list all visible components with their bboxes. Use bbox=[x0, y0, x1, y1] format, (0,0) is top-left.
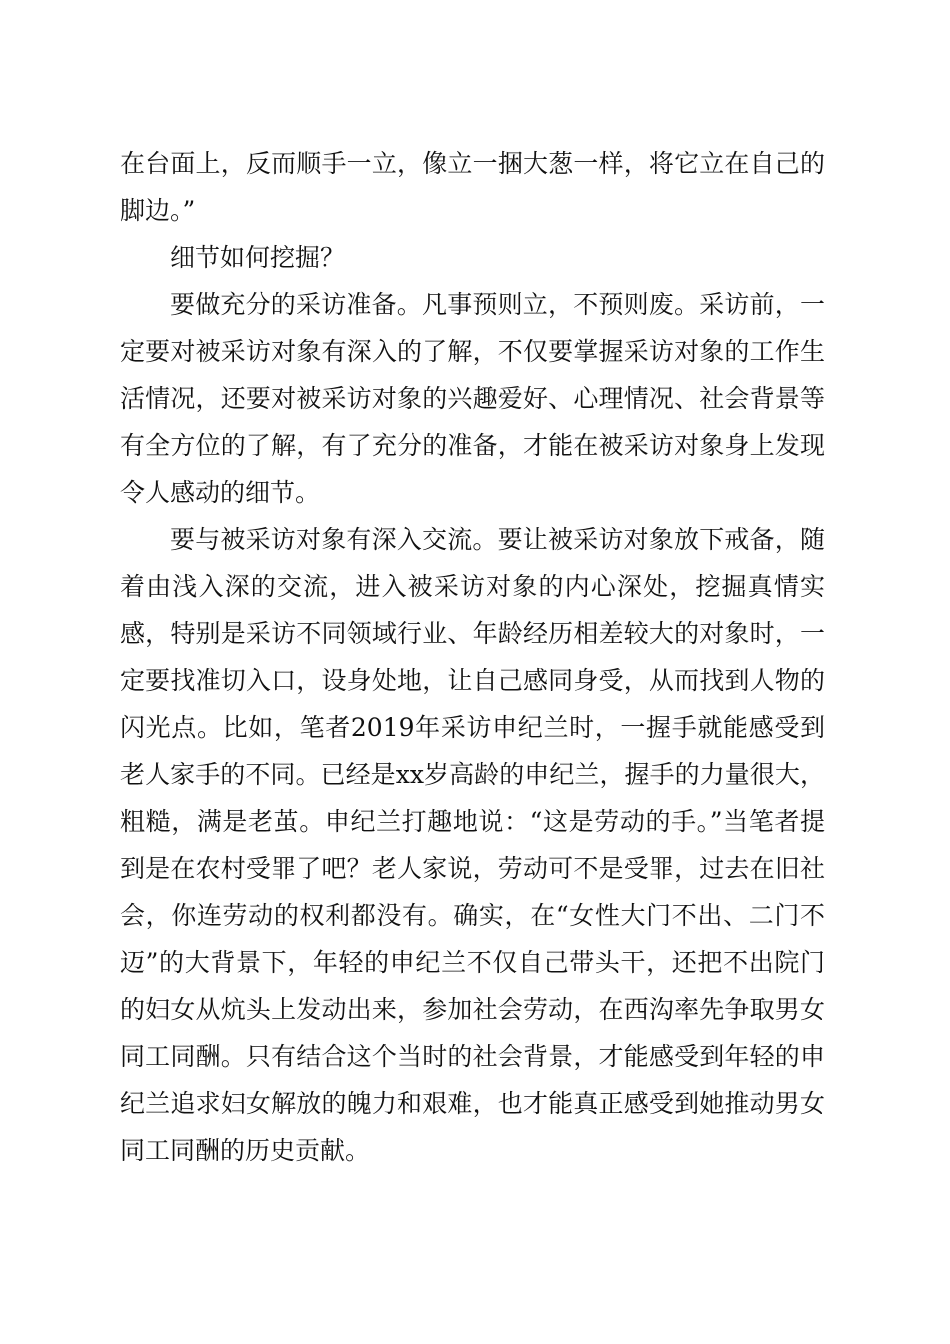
section-question: 细节如何挖掘？ bbox=[170, 243, 346, 272]
paragraph-preparation: 要做充分的采访准备。凡事预则立，不预则废。采访前，一定要对被采访对象有深入的了解，不仅要掌握采访对象的工作生活情况，还要对被采访对象的兴趣爱好、心理情况、社会背景等有全方位的了解，有了充分的准备，才能在被采访对象身上发现令人感动的细节。 bbox=[120, 290, 825, 507]
paragraph-continuation: 在台面上，反而顺手一立，像立一捆大葱一样，将它立在自己的脚边。” bbox=[120, 149, 825, 225]
paragraph-communication: 要与被采访对象有深入交流。要让被采访对象放下戒备，随着由浅入深的交流，进入被采访对象的内心深处，挖掘真情实感，特别是采访不同领域行业、年龄经历相差较大的对象时，一定要找准切入口，设身处地，让自己感同身受，从而找到人物的闪光点。比如，笔者2019年采访申纪兰时，一握手就能感受到老人家手的不同。已经是xx岁高龄的申纪兰，握手的力量很大，粗糙，满是老茧。申纪兰打趣地说：“这是劳动的手。”当笔者提到是在农村受罪了吧？老人家说，劳动可不是受罪，过去在旧社会，你连劳动的权利都没有。确实，在“女性大门不出、二门不迈”的大背景下，年轻的申纪兰不仅自己带头干，还把不出院门的妇女从炕头上发动出来，参加社会劳动，在西沟率先争取男女同工同酬。只有结合这个当时的社会背景，才能感受到年轻的申纪兰追求妇女解放的魄力和艰难，也才能真正感受到她推动男女同工同酬的历史贡献。 bbox=[120, 525, 825, 1165]
body-text bbox=[120, 140, 825, 1174]
